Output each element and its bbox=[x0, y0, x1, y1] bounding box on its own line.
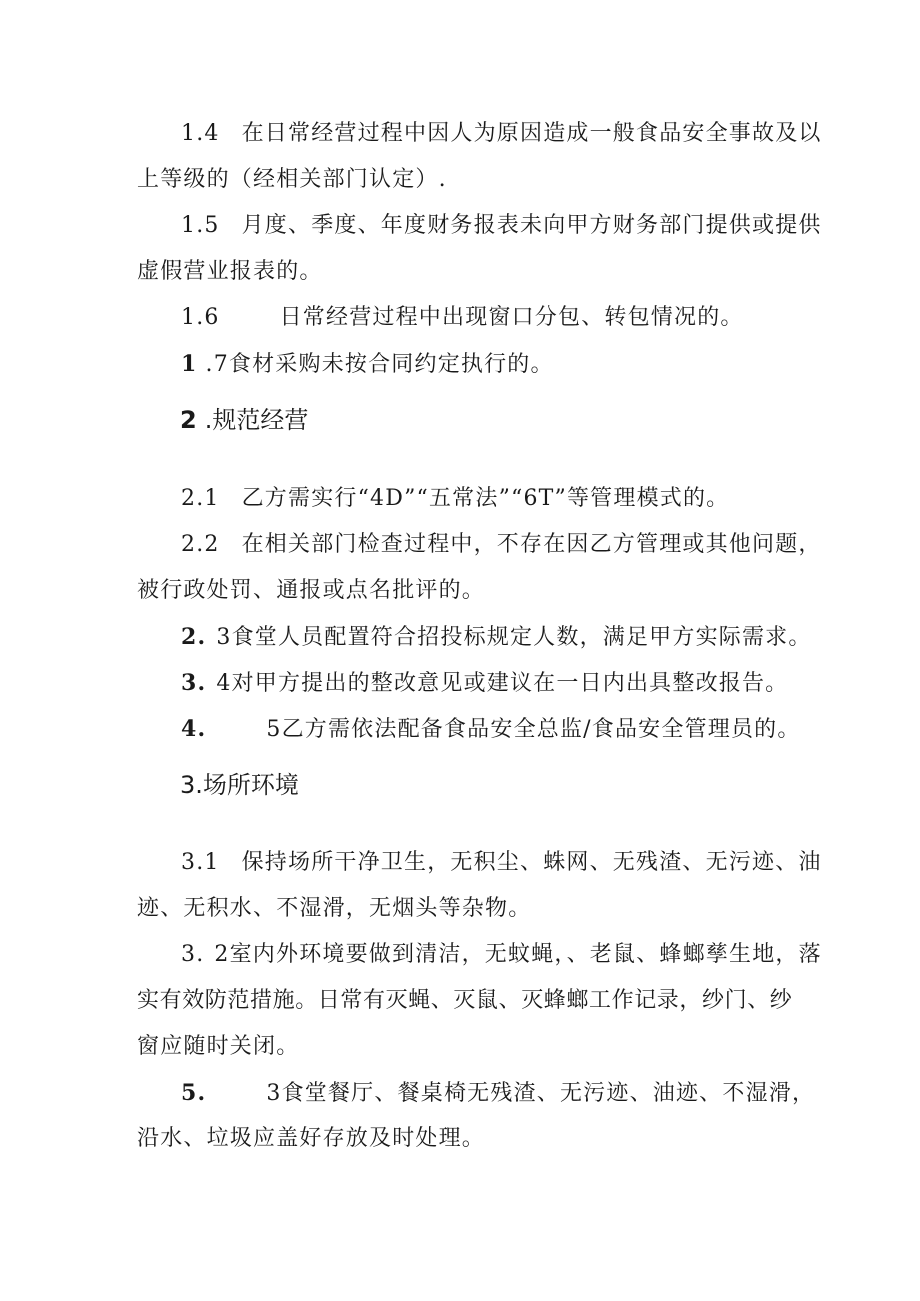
paragraph-1-5-line-2 bbox=[137, 257, 323, 287]
paragraph-text: 被行政处罚、通报或点名批评的。 bbox=[137, 578, 486, 603]
paragraph-text: 月度、季度、年度财务报表未向甲方财务部门提供或提供 bbox=[241, 213, 822, 238]
paragraph-1-7 bbox=[181, 349, 554, 380]
item-number: 5. bbox=[181, 1080, 207, 1106]
section-heading-2 bbox=[180, 404, 308, 436]
paragraph-text: 保持场所干净卫生，无积尘、蛛网、无残渣、无污迹、油 bbox=[241, 850, 822, 875]
paragraph-text: 窗应随时关闭。 bbox=[137, 1034, 300, 1059]
paragraph-3-3-line-2 bbox=[137, 1124, 485, 1154]
paragraph-text: .7食材采购未按合同约定执行的。 bbox=[205, 352, 554, 377]
paragraph-1-6 bbox=[181, 303, 744, 333]
paragraph-2-1 bbox=[181, 484, 729, 514]
paragraph-text: 2室内外环境要做到清洁，无蚊蝇，、老鼠、蜂螂孳生地，落 bbox=[214, 942, 822, 967]
item-number: 3.1 bbox=[181, 850, 220, 875]
paragraph-1-4-line-2 bbox=[137, 165, 447, 195]
paragraph-2-3 bbox=[181, 622, 812, 653]
item-number: 3. bbox=[181, 942, 205, 967]
paragraph-2-4 bbox=[181, 668, 788, 699]
item-number: 4. bbox=[181, 716, 207, 742]
paragraph-text: 虚假营业报表的。 bbox=[137, 259, 323, 284]
item-number: 3. bbox=[181, 670, 207, 696]
paragraph-text: 3食堂餐厅、餐桌椅无残渣、无污迹、油迹、不湿滑， bbox=[266, 1081, 816, 1106]
section-heading-3 bbox=[180, 769, 299, 801]
item-number: 2.2 bbox=[181, 532, 220, 557]
paragraph-3-2-line-2 bbox=[137, 986, 792, 1016]
paragraph-text: 在相关部门检查过程中，不存在因乙方管理或其他问题， bbox=[241, 532, 822, 557]
paragraph-1-4-line-1 bbox=[181, 119, 822, 149]
paragraph-text: 5乙方需依法配备食品安全总监/食品安全管理员的。 bbox=[266, 717, 801, 742]
paragraph-text: 3食堂人员配置符合招投标规定人数，满足甲方实际需求。 bbox=[216, 625, 812, 650]
paragraph-2-5 bbox=[181, 714, 801, 745]
heading-text: 3.场所环境 bbox=[180, 771, 299, 799]
paragraph-text: 迹、无积水、不湿滑，无烟头等杂物。 bbox=[137, 896, 532, 921]
paragraph-text: 乙方需实行“4D”“五常法”“6T”等管理模式的。 bbox=[241, 486, 730, 511]
paragraph-3-2-line-1 bbox=[181, 940, 822, 970]
heading-number: 2 bbox=[180, 406, 197, 434]
paragraph-text: 4对甲方提出的整改意见或建议在一日内出具整改报告。 bbox=[216, 671, 789, 696]
paragraph-text: 沿水、垃圾应盖好存放及时处理。 bbox=[137, 1126, 486, 1151]
paragraph-text: 日常经营过程中出现窗口分包、转包情况的。 bbox=[279, 305, 744, 330]
paragraph-text: 实有效防范措施。日常有灭蝇、灭鼠、灭蜂螂工作记录，纱门、纱 bbox=[137, 988, 793, 1013]
item-number: 2.1 bbox=[181, 486, 220, 511]
paragraph-3-2-line-3 bbox=[137, 1032, 299, 1062]
paragraph-2-2-line-2 bbox=[137, 576, 485, 606]
paragraph-3-1-line-2 bbox=[137, 894, 531, 924]
paragraph-text: 上等级的（经相关部门认定）. bbox=[137, 167, 447, 192]
item-number: 1.4 bbox=[181, 121, 220, 146]
paragraph-3-1-line-1 bbox=[181, 848, 822, 878]
item-number: 1.5 bbox=[181, 213, 220, 238]
item-number: 1 bbox=[181, 351, 198, 377]
paragraph-1-5-line-1 bbox=[181, 211, 822, 241]
item-number: 1.6 bbox=[181, 305, 220, 330]
item-number: 2. bbox=[181, 624, 207, 650]
paragraph-3-3-line-1 bbox=[181, 1078, 815, 1109]
paragraph-2-2-line-1 bbox=[181, 530, 822, 560]
heading-text: .规范经营 bbox=[204, 406, 309, 434]
paragraph-text: 在日常经营过程中因人为原因造成一般食品安全事故及以 bbox=[241, 121, 822, 146]
